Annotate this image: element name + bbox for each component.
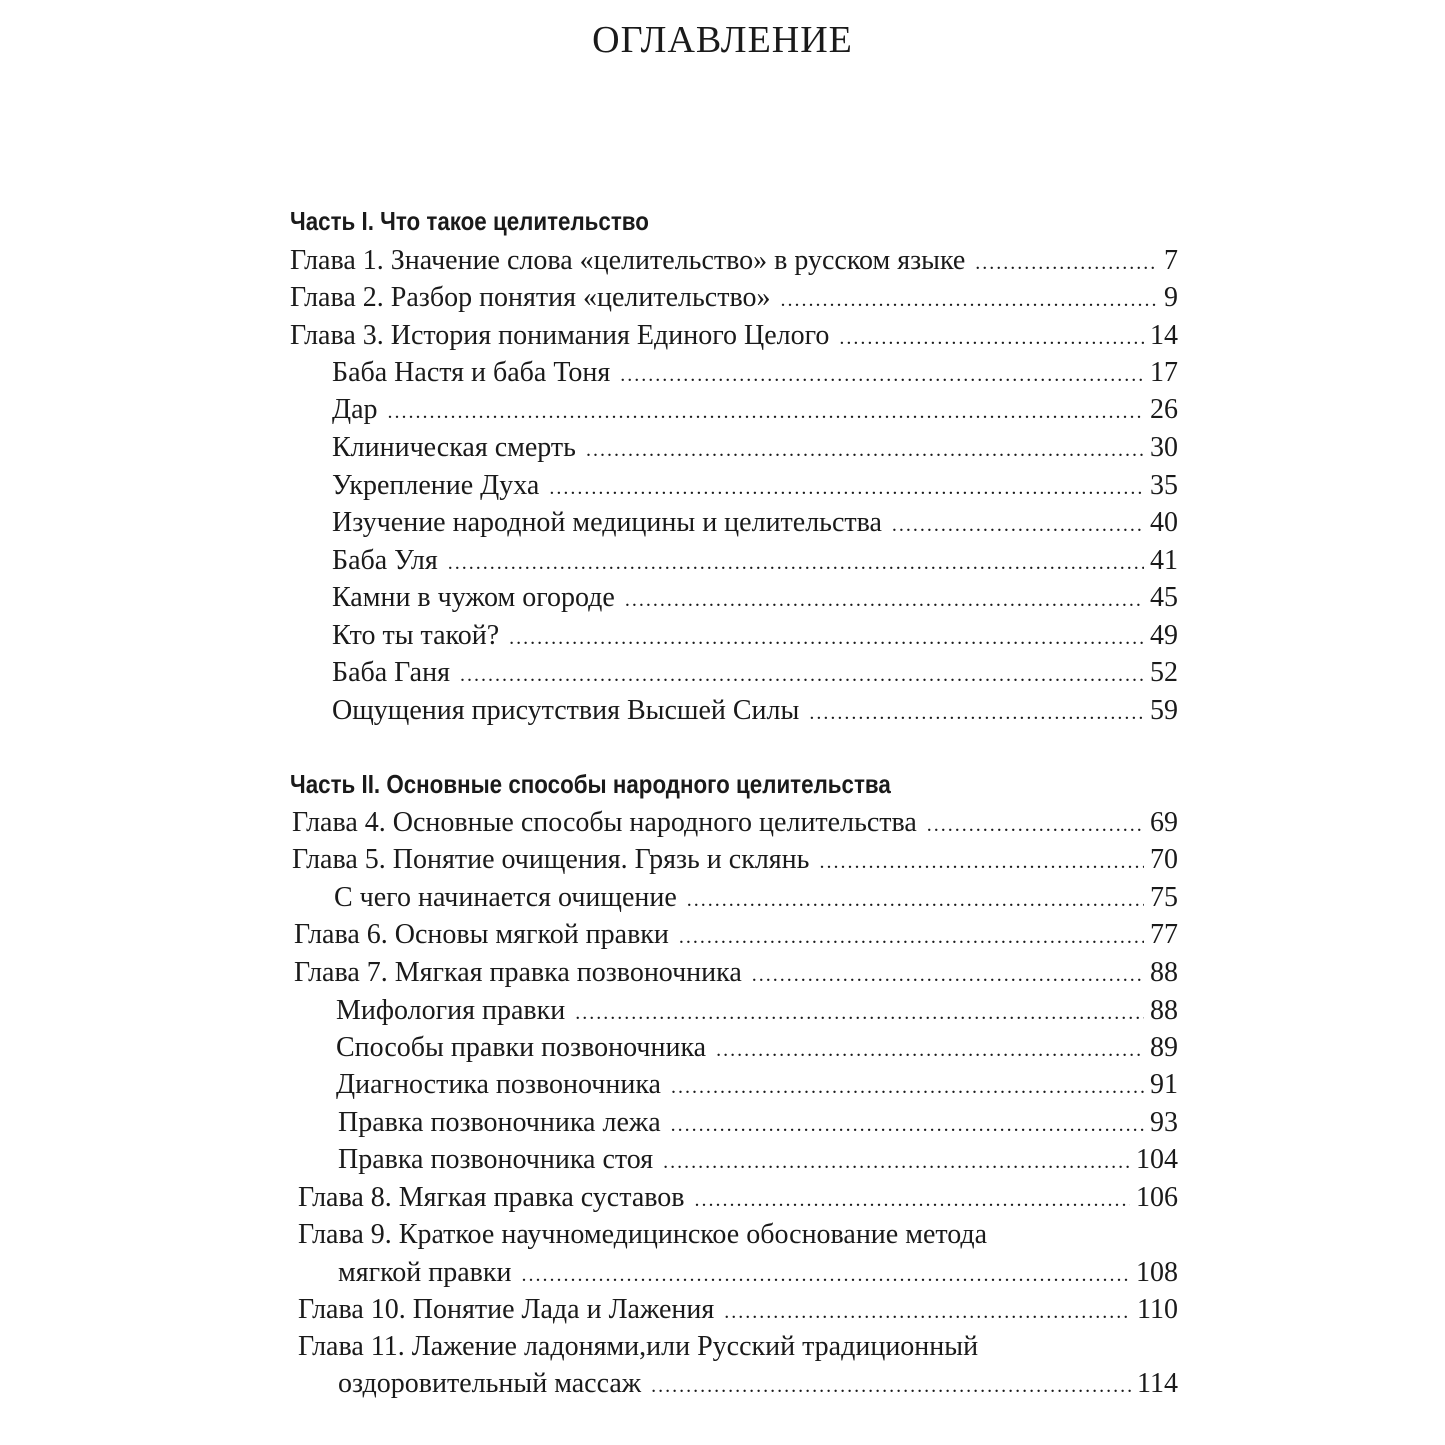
leader-dots bbox=[620, 358, 1144, 392]
toc-entry-page: 91 bbox=[1150, 1069, 1178, 1100]
leader-dots bbox=[892, 508, 1144, 542]
toc-entry-label: Правка позвоночника стоя bbox=[338, 1144, 654, 1175]
toc-entry-page: 35 bbox=[1150, 470, 1178, 501]
toc-entry[interactable] bbox=[292, 843, 1178, 877]
leader-dots bbox=[586, 433, 1144, 467]
toc-entry[interactable] bbox=[332, 656, 1178, 690]
part-heading: Часть II. Основные способы народного целительства bbox=[290, 769, 891, 799]
toc-entry[interactable] bbox=[338, 1256, 1178, 1290]
leader-dots bbox=[521, 1258, 1130, 1292]
toc-entry[interactable] bbox=[338, 1106, 1178, 1140]
toc-entry[interactable] bbox=[332, 544, 1178, 578]
toc-entry-page: 110 bbox=[1137, 1294, 1178, 1325]
leader-dots bbox=[752, 958, 1144, 992]
leader-dots bbox=[679, 920, 1144, 954]
toc-entry[interactable] bbox=[290, 319, 1178, 353]
toc-entry-page: 108 bbox=[1136, 1257, 1178, 1288]
toc-entry-label: Глава 7. Мягкая правка позвоночника bbox=[294, 957, 742, 988]
toc-entry-label: Глава 8. Мягкая правка суставов bbox=[298, 1182, 685, 1213]
toc-entry[interactable] bbox=[332, 356, 1178, 390]
toc-entry-label: Глава 6. Основы мягкой правки bbox=[294, 919, 669, 950]
page-title: ОГЛАВЛЕНИЕ bbox=[592, 19, 853, 61]
toc-entry[interactable] bbox=[332, 581, 1178, 615]
toc-entry-label: Глава 1. Значение слова «целительство» в русском языке bbox=[290, 245, 966, 276]
leader-dots bbox=[663, 1145, 1130, 1179]
toc-entry-label: Способы правки позвоночника bbox=[336, 1032, 707, 1063]
leader-dots bbox=[549, 471, 1144, 505]
part-heading: Часть I. Что такое целительство bbox=[290, 206, 649, 236]
toc-entry-page: 75 bbox=[1150, 882, 1178, 913]
toc-entry[interactable] bbox=[336, 994, 1178, 1028]
toc-entry-label: Баба Уля bbox=[332, 545, 438, 576]
toc-entry-label-line1: Глава 11. Лажение ладонями,или Русский традиционный bbox=[298, 1331, 979, 1362]
leader-dots bbox=[839, 321, 1144, 355]
toc-entry-page: 30 bbox=[1150, 432, 1178, 463]
toc-entry-label-line1: Глава 9. Краткое научномедицинское обоснование метода bbox=[298, 1219, 988, 1250]
toc-entry-page: 88 bbox=[1150, 995, 1178, 1026]
leader-dots bbox=[671, 1070, 1144, 1104]
leader-dots bbox=[460, 658, 1144, 692]
toc-entry[interactable] bbox=[332, 619, 1178, 653]
toc-entry-label: Глава 3. История понимания Единого Целого bbox=[290, 320, 830, 351]
toc-entry[interactable] bbox=[290, 281, 1178, 315]
toc-entry[interactable] bbox=[294, 956, 1178, 990]
toc-entry[interactable] bbox=[298, 1293, 1178, 1327]
toc-entry-page: 88 bbox=[1150, 957, 1178, 988]
toc-entry-label: Клиническая смерть bbox=[332, 432, 576, 463]
leader-dots bbox=[975, 246, 1158, 280]
toc-entry-label: мягкой правки bbox=[338, 1257, 512, 1288]
toc-entry-label: Диагностика позвоночника bbox=[336, 1069, 661, 1100]
toc-entry-page: 40 bbox=[1150, 507, 1178, 538]
toc-entry-label: Баба Ганя bbox=[332, 657, 450, 688]
toc-entry-page: 70 bbox=[1150, 844, 1178, 875]
toc-entry-page: 59 bbox=[1150, 695, 1178, 726]
leader-dots bbox=[819, 845, 1144, 879]
leader-dots bbox=[625, 583, 1144, 617]
toc-entry-page: 9 bbox=[1164, 282, 1178, 313]
leader-dots bbox=[671, 1108, 1144, 1142]
toc-entry-label: Глава 10. Понятие Лада и Лажения bbox=[298, 1294, 715, 1325]
toc-entry-label: Камни в чужом огороде bbox=[332, 582, 615, 613]
toc-entry-page: 93 bbox=[1150, 1107, 1178, 1138]
toc-entry[interactable] bbox=[290, 244, 1178, 278]
toc-entry[interactable] bbox=[332, 431, 1178, 465]
toc-entry[interactable] bbox=[292, 806, 1178, 840]
toc-entry-page: 17 bbox=[1150, 357, 1178, 388]
toc-entry-label: оздоровительный массаж bbox=[338, 1368, 642, 1399]
toc-entry-page: 114 bbox=[1137, 1368, 1178, 1399]
leader-dots bbox=[724, 1295, 1131, 1329]
toc-entry[interactable] bbox=[332, 694, 1178, 728]
toc-entry-label: Глава 5. Понятие очищения. Грязь и склянь bbox=[292, 844, 810, 875]
toc-entry[interactable] bbox=[298, 1181, 1178, 1215]
leader-dots bbox=[509, 621, 1144, 655]
toc-entry-page: 77 bbox=[1150, 919, 1178, 950]
toc-entry-label: Ощущения присутствия Высшей Силы bbox=[332, 695, 800, 726]
toc-entry[interactable] bbox=[294, 918, 1178, 952]
toc-entry-page: 41 bbox=[1150, 545, 1178, 576]
leader-dots bbox=[651, 1369, 1131, 1403]
toc-entry[interactable] bbox=[334, 881, 1178, 915]
leader-dots bbox=[687, 883, 1144, 917]
toc-entry-label: Кто ты такой? bbox=[332, 620, 500, 651]
toc-entry-label: С чего начинается очищение bbox=[334, 882, 677, 913]
toc-entry-page: 104 bbox=[1136, 1144, 1178, 1175]
toc-entry-label: Глава 4. Основные способы народного целительства bbox=[292, 807, 917, 838]
toc-entry-page: 89 bbox=[1150, 1032, 1178, 1063]
toc-entry-page: 49 bbox=[1150, 620, 1178, 651]
leader-dots bbox=[448, 546, 1144, 580]
leader-dots bbox=[927, 808, 1144, 842]
toc-entry-page: 45 bbox=[1150, 582, 1178, 613]
toc-entry[interactable] bbox=[338, 1143, 1178, 1177]
toc-entry[interactable] bbox=[332, 469, 1178, 503]
leader-dots bbox=[716, 1033, 1144, 1067]
leader-dots bbox=[780, 283, 1158, 317]
leader-dots bbox=[575, 996, 1144, 1030]
toc-entry-label: Правка позвоночника лежа bbox=[338, 1107, 661, 1138]
toc-entry-page: 14 bbox=[1150, 320, 1178, 351]
toc-entry-page: 26 bbox=[1150, 394, 1178, 425]
leader-dots bbox=[695, 1183, 1131, 1217]
toc-entry-page: 52 bbox=[1150, 657, 1178, 688]
toc-entry-label: Укрепление Духа bbox=[332, 470, 540, 501]
toc-entry[interactable] bbox=[336, 1068, 1178, 1102]
toc-entry[interactable] bbox=[332, 393, 1178, 427]
toc-entry[interactable] bbox=[332, 506, 1178, 540]
toc-entry-label: Глава 2. Разбор понятия «целительство» bbox=[290, 282, 771, 313]
toc-entry-page: 106 bbox=[1136, 1182, 1178, 1213]
leader-dots bbox=[809, 696, 1144, 730]
toc-entry-label: Изучение народной медицины и целительства bbox=[332, 507, 882, 538]
toc-entry-page: 7 bbox=[1164, 245, 1178, 276]
leader-dots bbox=[388, 395, 1144, 429]
toc-entry-label: Мифология правки bbox=[336, 995, 566, 1026]
toc-entry[interactable] bbox=[338, 1367, 1178, 1401]
toc-entry-label: Дар bbox=[332, 394, 378, 425]
toc-entry[interactable] bbox=[336, 1031, 1178, 1065]
toc-entry-page: 69 bbox=[1150, 807, 1178, 838]
toc-entry-label: Баба Настя и баба Тоня bbox=[332, 357, 611, 388]
